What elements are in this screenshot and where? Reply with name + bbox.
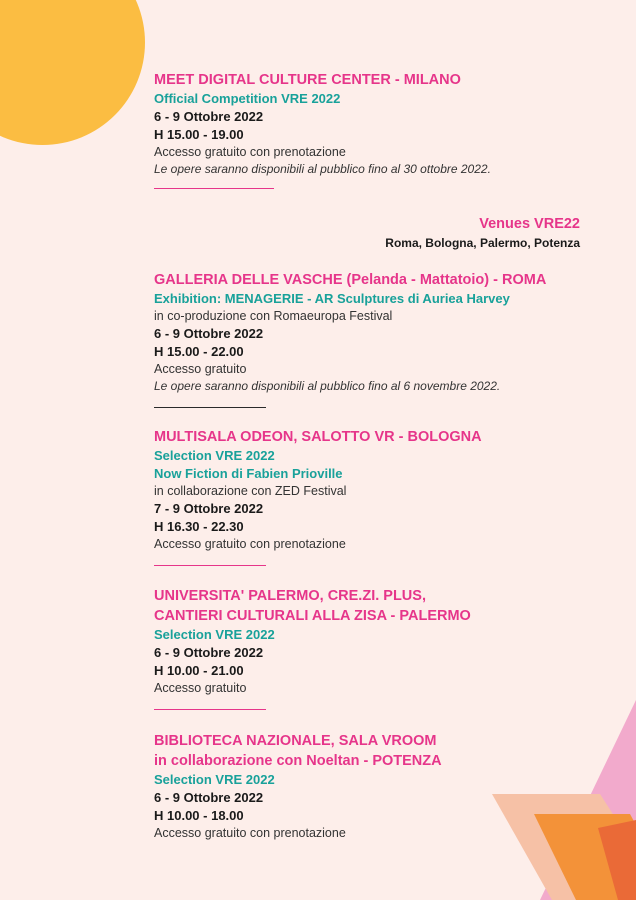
event-access: Accesso gratuito con prenotazione — [154, 826, 346, 840]
event-title-line2: in collaborazione con Noeltan - POTENZA — [154, 753, 442, 769]
event-note: Le opere saranno disponibili al pubblico fino al 6 novembre 2022. — [154, 379, 501, 393]
event-title-line2: CANTIERI CULTURALI ALLA ZISA - PALERMO — [154, 608, 471, 624]
event-subtitle: Official Competition VRE 2022 — [154, 91, 341, 106]
divider — [154, 407, 266, 408]
event-dates: 6 - 9 Ottobre 2022 — [154, 109, 264, 124]
event-hours: H 16.30 - 22.30 — [154, 519, 244, 534]
event-partner: in collaborazione con ZED Festival — [154, 484, 347, 498]
event-bologna — [154, 427, 594, 566]
event-roma — [154, 270, 594, 408]
venues-header — [385, 214, 580, 252]
venues-cities: Roma, Bologna, Palermo, Potenza — [385, 236, 580, 250]
venues-title: Venues VRE22 — [479, 216, 580, 232]
event-hours: H 10.00 - 21.00 — [154, 663, 244, 678]
event-subtitle: Selection VRE 2022 — [154, 627, 275, 642]
event-subtitle: Selection VRE 2022 — [154, 772, 275, 787]
event-title-line1: BIBLIOTECA NAZIONALE, SALA VROOM — [154, 733, 437, 749]
event-note: Le opere saranno disponibili al pubblico fino al 30 ottobre 2022. — [154, 162, 491, 176]
event-hours: H 15.00 - 22.00 — [154, 344, 244, 359]
event-hours: H 15.00 - 19.00 — [154, 127, 244, 142]
event-title-line1: UNIVERSITA' PALERMO, CRE.ZI. PLUS, — [154, 588, 426, 604]
event-dates: 6 - 9 Ottobre 2022 — [154, 326, 264, 341]
event-access: Accesso gratuito con prenotazione — [154, 537, 346, 551]
event-dates: 6 - 9 Ottobre 2022 — [154, 645, 264, 660]
event-potenza — [154, 731, 594, 842]
event-title: MULTISALA ODEON, SALOTTO VR - BOLOGNA — [154, 429, 482, 445]
event-dates: 6 - 9 Ottobre 2022 — [154, 790, 264, 805]
event-subtitle-2: Now Fiction di Fabien Prioville — [154, 466, 343, 481]
event-palermo — [154, 586, 594, 710]
event-title: MEET DIGITAL CULTURE CENTER - MILANO — [154, 72, 461, 88]
event-title: GALLERIA DELLE VASCHE (Pelanda - Mattatoio) - ROMA — [154, 272, 547, 288]
yellow-circle-decoration — [0, 0, 145, 145]
event-access: Accesso gratuito con prenotazione — [154, 145, 346, 159]
event-access: Accesso gratuito — [154, 681, 247, 695]
event-milano — [154, 70, 594, 189]
divider — [154, 565, 266, 566]
divider — [154, 709, 266, 710]
event-hours: H 10.00 - 18.00 — [154, 808, 244, 823]
event-access: Accesso gratuito — [154, 362, 247, 376]
event-partner: in co-produzione con Romaeuropa Festival — [154, 309, 393, 323]
event-dates: 7 - 9 Ottobre 2022 — [154, 501, 264, 516]
event-subtitle: Selection VRE 2022 — [154, 448, 275, 463]
divider — [154, 188, 274, 189]
event-subtitle: Exhibition: MENAGERIE - AR Sculptures di Auriea Harvey — [154, 291, 510, 306]
